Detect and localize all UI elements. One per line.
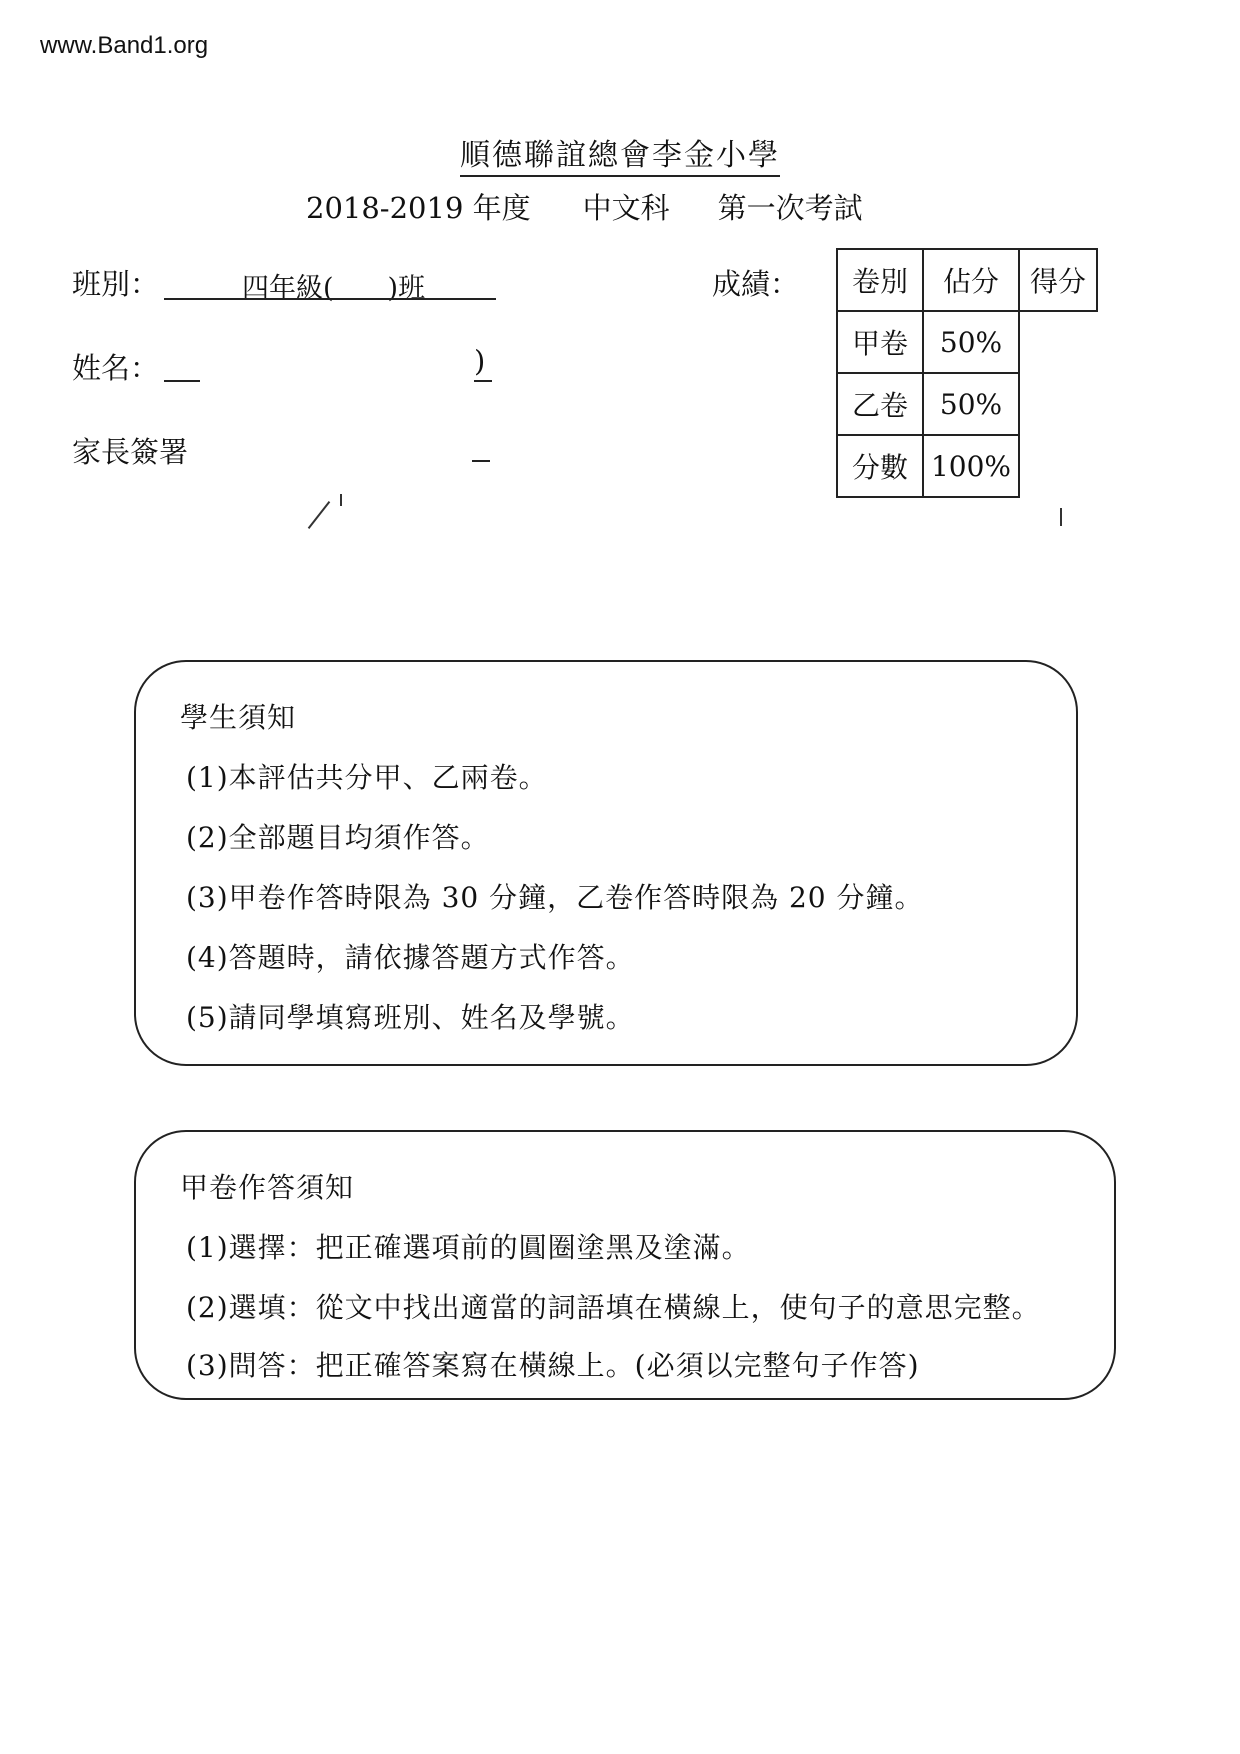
cell-weight: 50%: [923, 373, 1019, 435]
header-score: 得分: [1019, 249, 1097, 311]
score-row-paper-a: [837, 311, 1097, 373]
header-paper: 卷別: [837, 249, 923, 311]
class-grade: 四年級(: [242, 273, 334, 304]
cell-paper: 甲卷: [837, 311, 923, 373]
paper-a-notice-item: (3)問答：把正確答案寫在橫線上。(必須以完整句子作答): [186, 1349, 920, 1382]
score-table-header: [837, 249, 1097, 311]
name-label: 姓名：: [72, 351, 160, 385]
score-label: 成績：: [712, 267, 800, 301]
name-underline[interactable]: [164, 380, 200, 382]
paper-a-notice-box: [134, 1130, 1116, 1400]
score-row-paper-b: [837, 373, 1097, 435]
school-name: [0, 130, 1240, 174]
student-notice-item: (5)請同學填寫班別、姓名及學號。: [186, 1001, 635, 1034]
student-notice-item: (3)甲卷作答時限為 30 分鐘，乙卷作答時限為 20 分鐘。: [186, 881, 924, 914]
class-label: 班別：: [72, 267, 160, 301]
score-row-total: [837, 435, 1097, 497]
scan-mark: [308, 501, 331, 529]
name-close-paren: ): [474, 344, 486, 378]
signature-line[interactable]: [472, 460, 490, 462]
website-url: www.Band1.org: [40, 32, 209, 59]
paper-a-notice-title: 甲卷作答須知: [180, 1171, 355, 1204]
school-year: 2018-2019 年度: [306, 191, 531, 225]
exam-subtitle: [306, 186, 863, 227]
cell-weight: 100%: [923, 435, 1019, 497]
name-underline-end: [474, 380, 492, 382]
cell-score[interactable]: [1019, 435, 1097, 497]
exam-title: 第一次考試: [717, 191, 863, 225]
class-underline: [164, 298, 496, 300]
cell-paper: 乙卷: [837, 373, 923, 435]
student-notice-item: (1)本評估共分甲、乙兩卷。: [186, 761, 548, 794]
cell-paper: 分數: [837, 435, 923, 497]
cell-weight: 50%: [923, 311, 1019, 373]
parent-signature-label: 家長簽署: [72, 435, 189, 469]
student-notice-box: [134, 660, 1078, 1066]
student-notice-title: 學生須知: [180, 701, 297, 734]
student-notice-item: (4)答題時，請依據答題方式作答。: [186, 941, 635, 974]
paper-a-notice-item: (2)選填：從文中找出適當的詞語填在橫線上，使句子的意思完整。: [186, 1291, 1041, 1324]
subject: 中文科: [582, 191, 670, 225]
scan-mark: [340, 494, 342, 506]
cell-score[interactable]: [1019, 373, 1097, 435]
score-table: [836, 248, 1098, 498]
school-name-text: 順德聯誼總會李金小學: [460, 138, 780, 177]
cell-score[interactable]: [1019, 311, 1097, 373]
student-notice-item: (2)全部題目均須作答。: [186, 821, 490, 854]
class-suffix: )班: [387, 273, 426, 304]
paper-a-notice-item: (1)選擇：把正確選項前的圓圈塗黑及塗滿。: [186, 1231, 751, 1264]
scan-mark: [1060, 508, 1062, 526]
header-weight: 佔分: [923, 249, 1019, 311]
